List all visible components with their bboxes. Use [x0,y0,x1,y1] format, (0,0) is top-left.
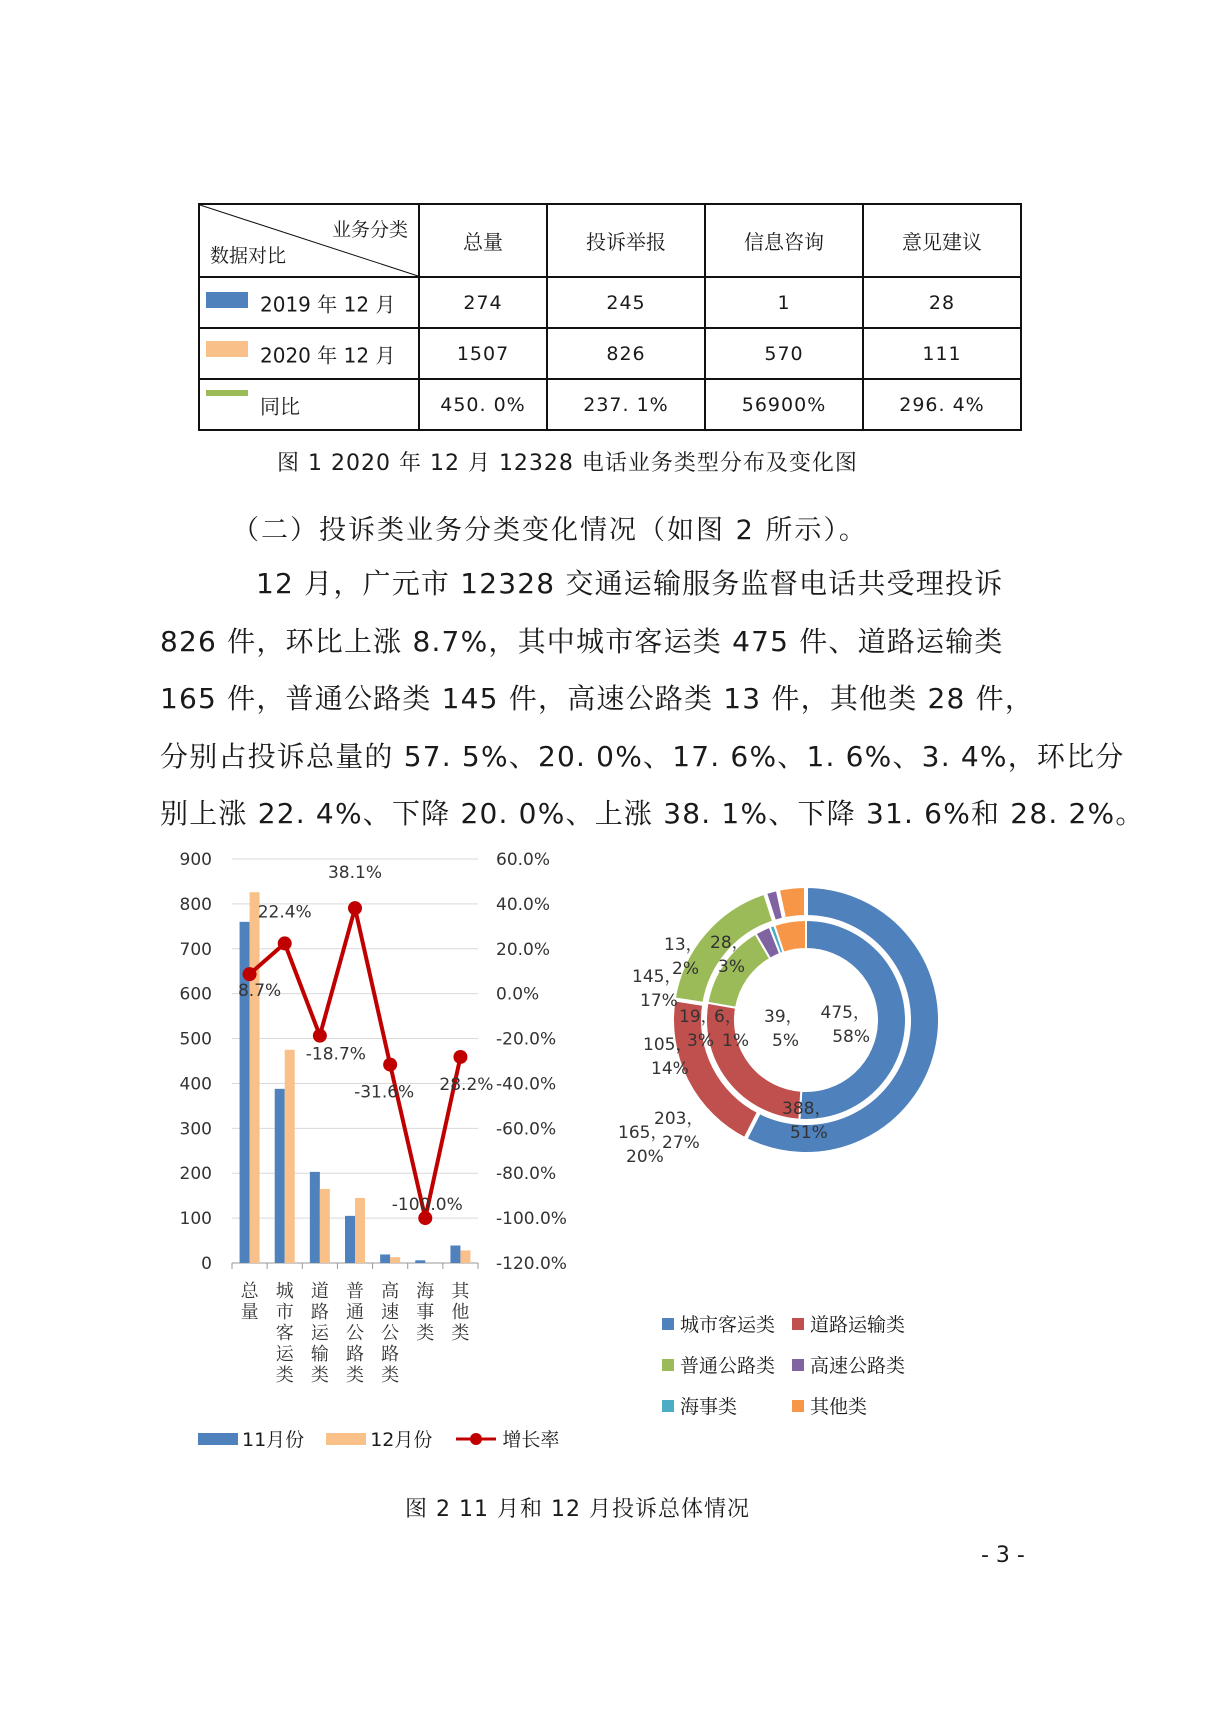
paragraph-line: 165 件，普通公路类 145 件，高速公路类 13 件，其他类 28 件， [160,682,1035,715]
legend-item [662,1392,792,1419]
x-category-label: 海 [416,1281,435,1302]
legend-swatch [662,1400,674,1412]
x-category-label: 类 [275,1365,294,1386]
legend-label: 11月份 [242,1429,305,1451]
legend-bar-swatch [198,1433,238,1445]
legend-swatch [792,1359,804,1371]
legend-swatch [792,1318,804,1330]
bar-november [310,1172,320,1263]
diagonal-header-bottom: 数据对比 [210,245,287,267]
y-left-tick-label: 100 [179,1209,212,1230]
growth-rate-data-label: 22.4% [257,902,312,923]
growth-rate-data-label: 8.7% [237,981,282,1002]
legend-label: 城市客运类 [680,1314,776,1336]
inner-ring-data-label: 14% [651,1059,689,1079]
y-left-tick-label: 400 [179,1074,212,1095]
table-cell: 296. 4% [863,379,1021,430]
ring-chart-legend [662,1310,962,1419]
legend-item [662,1310,792,1337]
x-category-label: 客 [275,1323,294,1344]
y-right-tick-label: -20.0% [496,1029,557,1050]
table-cell: 1507 [419,328,547,379]
growth-rate-data-label: -31.6% [354,1082,415,1103]
table-cell: 28 [863,277,1021,328]
table-cell: 1 [705,277,863,328]
diagonal-header-cell [199,204,419,277]
growth-rate-point [278,936,292,950]
legend-label: 海事类 [680,1396,738,1418]
y-left-tick-label: 200 [179,1164,212,1185]
table-cell: 826 [547,328,705,379]
y-left-tick-label: 600 [179,984,212,1005]
legend-swatch [206,292,248,308]
outer-ring-data-label: 28， [710,933,749,953]
x-category-label: 普 [346,1281,364,1302]
y-right-tick-label: -60.0% [496,1119,557,1140]
x-category-label: 量 [240,1302,259,1323]
bar-december [355,1198,365,1263]
x-category-label: 运 [310,1323,329,1344]
growth-rate-data-label: -100.0% [391,1195,463,1216]
table-header-row [199,204,1021,277]
bar-november [345,1216,355,1263]
section-heading: （二）投诉类业务分类变化情况（如图 2 所示）。 [232,515,868,546]
outer-ring-data-label: 2% [672,959,699,979]
outer-ring-data-label: 145， [632,967,682,987]
x-category-label: 总 [240,1281,259,1302]
bar-november [450,1245,460,1263]
y-right-tick-label: -120.0% [496,1254,567,1274]
x-category-label: 公 [346,1323,364,1344]
bar-december [390,1257,400,1263]
y-left-tick-label: 300 [179,1119,212,1140]
inner-ring-data-label: 203， [654,1109,704,1129]
growth-rate-point [453,1050,467,1064]
outer-ring-data-label: 3% [718,957,745,977]
x-category-label: 市 [275,1302,294,1323]
y-right-tick-label: -40.0% [496,1074,557,1095]
row-label-cell [199,328,419,379]
x-category-label: 其 [451,1281,470,1302]
x-category-label: 类 [451,1323,470,1344]
outer-ring-slice [778,886,806,919]
y-left-tick-label: 500 [179,1029,212,1050]
legend-bar-swatch [326,1433,366,1445]
table-cell: 56900% [705,379,863,430]
x-category-label: 运 [275,1344,294,1365]
outer-ring-data-label: 165， [618,1123,668,1143]
legend-swatch [206,390,248,396]
legend-item [326,1425,432,1452]
inner-ring-data-label: 5% [772,1031,799,1051]
y-left-tick-label: 900 [179,850,212,870]
x-category-label: 输 [310,1344,329,1365]
legend-swatch [662,1318,674,1330]
inner-ring-data-label: 105， [643,1035,693,1055]
legend-label: 增长率 [502,1429,560,1451]
bar-december [460,1250,470,1263]
legend-label: 高速公路类 [810,1355,906,1377]
column-header: 意见建议 [863,204,1021,277]
table-cell: 111 [863,328,1021,379]
table-cell: 450. 0% [419,379,547,430]
bar-november [275,1089,285,1263]
outer-ring-data-label: 475， [820,1003,870,1023]
growth-rate-point [313,1029,327,1043]
x-category-label: 类 [310,1365,329,1386]
legend-swatch [792,1400,804,1412]
legend-label: 普通公路类 [680,1355,776,1377]
inner-ring-data-label: 388， [782,1099,832,1119]
legend-item [198,1425,304,1452]
growth-rate-point [383,1058,397,1072]
paragraph-line: 分别占投诉总量的 57. 5%、20. 0%、17. 6%、1. 6%、3. 4%，环比分 [160,739,1125,773]
growth-rate-data-label: 28.2% [439,1074,494,1095]
paragraph-line: 12 月，广元市 12328 交通运输服务监督电话共受理投诉 [256,567,1004,600]
diagonal-header-top: 业务分类 [331,219,408,241]
legend-item [662,1351,792,1378]
inner-ring-data-label: 51% [790,1123,828,1143]
x-category-label: 公 [381,1323,400,1344]
x-category-label: 类 [416,1323,435,1344]
row-label: 2019 年 12 月 [260,292,396,316]
x-category-label: 路 [346,1344,364,1365]
legend-item [792,1351,942,1378]
y-right-tick-label: 60.0% [496,850,551,870]
inner-ring-data-label: 6， [714,1007,742,1027]
combo-bar-line-chart [160,845,580,1386]
x-category-label: 他 [451,1302,470,1323]
figure-1-caption: 图 1 2020 年 12 月 12328 电话业务类型分布及变化图 [277,451,858,476]
growth-rate-data-label: -18.7% [305,1044,366,1065]
inner-ring-data-label: 3% [687,1031,714,1051]
table-cell: 570 [705,328,863,379]
legend-label: 道路运输类 [810,1314,906,1336]
row-label-cell [199,277,419,328]
bar-november [380,1254,390,1263]
growth-rate-data-label: 38.1% [327,863,383,884]
legend-item [792,1392,942,1419]
row-label-cell [199,379,419,430]
comparison-table [198,203,1022,431]
x-category-label: 通 [346,1302,364,1323]
legend-line-swatch [454,1431,498,1447]
column-header: 总量 [419,204,547,277]
legend-label: 其他类 [810,1396,868,1418]
legend-label: 12月份 [370,1429,433,1451]
inner-ring-data-label: 19， [679,1007,718,1027]
legend-item [454,1425,559,1452]
y-right-tick-label: -100.0% [496,1209,567,1230]
y-right-tick-label: -80.0% [496,1164,557,1185]
table-row [199,379,1021,430]
figure-2-caption: 图 2 11 月和 12 月投诉总体情况 [405,1497,750,1522]
x-category-label: 速 [381,1302,400,1323]
inner-ring-data-label: 39， [764,1007,803,1027]
table-cell: 245 [547,277,705,328]
table-cell: 274 [419,277,547,328]
bar-december [285,1050,295,1263]
growth-rate-point [243,967,257,981]
page-number: - 3 - [981,1543,1025,1568]
table-cell: 237. 1% [547,379,705,430]
row-label: 同比 [260,394,300,418]
body-paragraph [160,555,1145,843]
y-right-tick-label: 0.0% [496,984,540,1005]
growth-rate-point [348,901,362,915]
y-left-tick-label: 0 [201,1254,212,1274]
y-right-tick-label: 40.0% [496,894,551,915]
column-header: 投诉举报 [547,204,705,277]
inner-ring-data-label: 1% [722,1031,749,1051]
outer-ring-data-label: 17% [640,991,678,1011]
legend-swatch [662,1359,674,1371]
paragraph-line: 826 件，环比上涨 8.7%，其中城市客运类 475 件、道路运输类 [160,624,1004,658]
x-category-label: 城 [275,1281,294,1302]
column-header: 信息咨询 [705,204,863,277]
x-category-label: 类 [381,1365,400,1386]
x-category-label: 路 [381,1344,400,1365]
bar-november [415,1260,425,1263]
combo-chart-legend [198,1425,559,1452]
double-ring-pie-chart [600,880,1040,1220]
y-right-tick-label: 20.0% [496,939,551,960]
y-left-tick-label: 800 [179,894,212,915]
x-category-label: 道 [310,1281,329,1302]
bar-december [250,892,260,1263]
outer-ring-data-label: 13， [664,935,703,955]
x-category-label: 事 [416,1302,435,1323]
legend-swatch [206,341,248,357]
bar-december [320,1189,330,1263]
outer-ring-data-label: 58% [832,1027,870,1047]
paragraph-line: 别上涨 22. 4%、下降 20. 0%、上涨 38. 1%、下降 31. 6%和 28. 2%。 [160,797,1145,830]
outer-ring-data-label: 20% [626,1147,664,1167]
table-row [199,328,1021,379]
y-left-tick-label: 700 [179,939,212,960]
x-category-label: 高 [381,1281,400,1302]
x-category-label: 类 [346,1365,364,1386]
x-category-label: 路 [310,1302,329,1323]
row-label: 2020 年 12 月 [260,343,396,367]
inner-ring-data-label: 27% [662,1133,700,1153]
legend-item [792,1310,942,1337]
table-row [199,277,1021,328]
